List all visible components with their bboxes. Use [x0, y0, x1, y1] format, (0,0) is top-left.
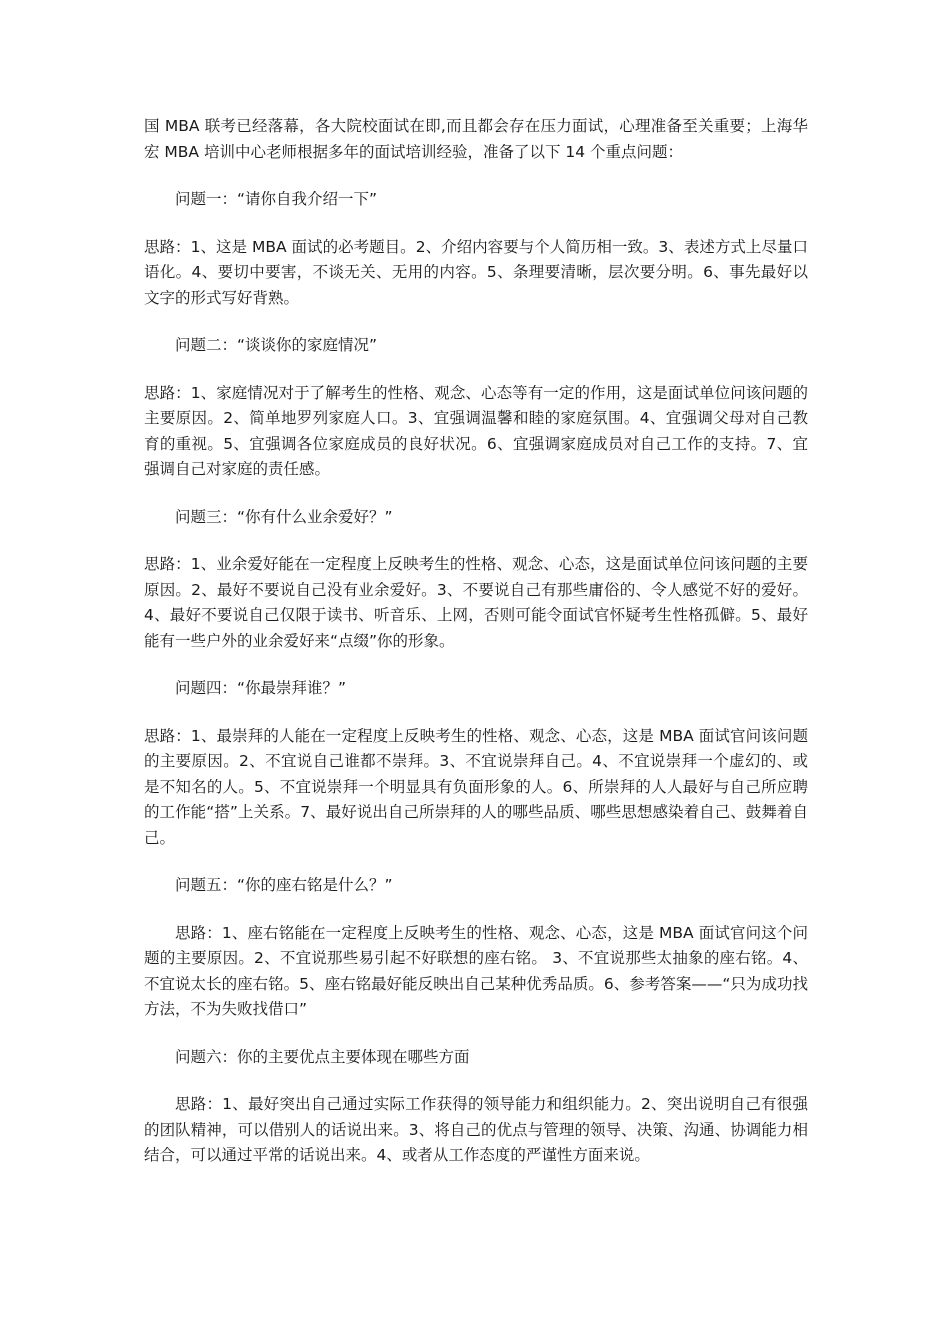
question-2-title: 问题二：“谈谈你的家庭情况” — [175, 336, 378, 354]
question-4-title: 问题四：“你最崇拜谁？” — [175, 679, 347, 697]
question-6-answer: 思路：1、最好突出自己通过实际工作获得的领导能力和组织能力。2、突出说明自己有很强的团队精神，可以借别人的话说出来。3、将自己的优点与管理的领导、决策、沟通、协调能力相结合，可以通过平常的话说出来。4、或者从工作态度的严谨性方面来说。 — [144, 1095, 808, 1164]
question-5-title: 问题五：“你的座右铭是什么？” — [175, 876, 393, 894]
question-1-title: 问题一：“请你自我介绍一下” — [175, 190, 378, 208]
question-3-answer: 思路：1、业余爱好能在一定程度上反映考生的性格、观念、心态，这是面试单位问该问题的主要原因。2、最好不要说自己没有业余爱好。3、不要说自己有那些庸俗的、令人感觉不好的爱好。4、最好不要说自己仅限于读书、听音乐、上网，否则可能令面试官怀疑考生性格孤僻。5、最好能有一些户外的业余爱好来“点缀”你的形象。 — [144, 555, 808, 650]
question-2-answer: 思路：1、家庭情况对于了解考生的性格、观念、心态等有一定的作用，这是面试单位问该问题的主要原因。2、简单地罗列家庭人口。3、宜强调温馨和睦的家庭氛围。4、宜强调父母对自己教育的重视。5、宜强调各位家庭成员的良好状况。6、宜强调家庭成员对自己工作的支持。7、宜强调自己对家庭的责任感。 — [144, 383, 808, 478]
intro-paragraph: 国 MBA 联考已经落幕，各大院校面试在即,而且都会存在压力面试，心理准备至关重要；上海华宏 MBA 培训中心老师根据多年的面试培训经验，准备了以下 14 个重点问题： — [144, 117, 808, 161]
question-1-answer: 思路：1、这是 MBA 面试的必考题目。2、介绍内容要与个人简历相一致。3、表述方式上尽量口语化。4、要切中要害，不谈无关、无用的内容。5、条理要清晰，层次要分明。6、事先最好以文字的形式写好背熟。 — [144, 237, 808, 307]
question-6-title: 问题六：你的主要优点主要体现在哪些方面 — [175, 1047, 470, 1066]
question-5-answer: 思路：1、座右铭能在一定程度上反映考生的性格、观念、心态，这是 MBA 面试官问这个问题的主要原因。2、不宜说那些易引起不好联想的座右铭。 3、不宜说那些太抽象的座右铭。4、不宜说太长的座右铭。5、座右铭最好能反映出自己某种优秀品质。6、参考答案——“只为成功找方法，不为失败找借口” — [144, 923, 808, 1018]
question-4-answer: 思路：1、最崇拜的人能在一定程度上反映考生的性格、观念、心态，这是 MBA 面试官问该问题的主要原因。2、不宜说自己谁都不崇拜。3、不宜说崇拜自己。4、不宜说崇拜一个虚幻的、或是不知名的人。5、不宜说崇拜一个明显具有负面形象的人。6、所崇拜的人人最好与自己所应聘的工作能“搭”上关系。7、最好说出自己所崇拜的人的哪些品质、哪些思想感染着自己、鼓舞着自己。 — [144, 726, 808, 847]
document-page — [144, 114, 808, 1191]
question-3-title: 问题三：“你有什么业余爱好？” — [175, 507, 393, 526]
